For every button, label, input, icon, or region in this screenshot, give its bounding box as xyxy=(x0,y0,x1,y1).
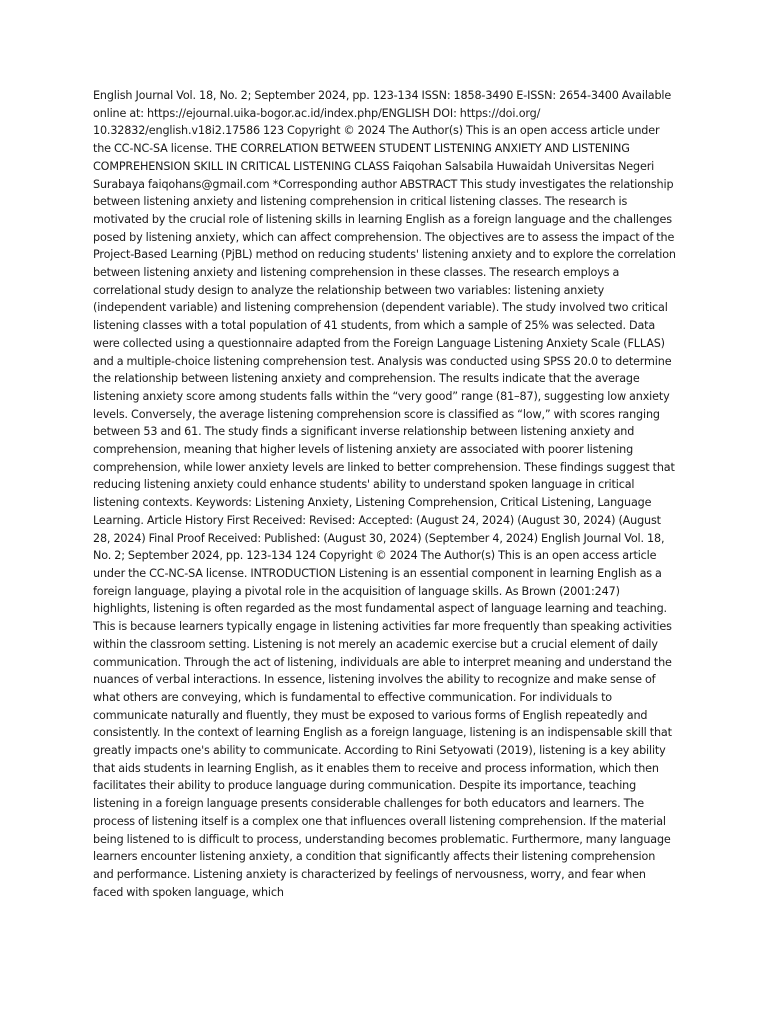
document-page xyxy=(93,87,677,901)
body-text: English Journal Vol. 18, No. 2; September 2024, pp. 123-134 ISSN: 1858-3490 E-ISSN: 2654-3400 Available online at: https://ejournal.uika-bogor.ac.id/index.php/ENGLISH DOI: https://doi.org/ 10.32832/english.v18i2.17586 123 Copyright © 2024 The Author(s) This is an open access article under the CC-NC-SA license. THE CORRELATION BETWEEN STUDENT LISTENING ANXIETY AND LISTENING COMPREHENSION SKILL IN CRITICAL LISTENING CLASS Faiqohan Salsabila Huwaidah Universitas Negeri Surabaya faiqohans@gmail.com *Corresponding author ABSTRACT This study investigates the relationship between listening anxiety and listening comprehension in critical listening classes. The research is motivated by the crucial role of listening skills in learning English as a foreign language and the challenges posed by listening anxiety, which can affect comprehension. The objectives are to assess the impact of the Project-Based Learning (PjBL) method on reducing students' listening anxiety and to explore the correlation between listening anxiety and listening comprehension in these classes. The research employs a correlational study design to analyze the relationship between two variables: listening anxiety (independent variable) and listening comprehension (dependent variable). The study involved two critical listening classes with a total population of 41 students, from which a sample of 25% was selected. Data were collected using a questionnaire adapted from the Foreign Language Listening Anxiety Scale (FLLAS) and a multiple-choice listening comprehension test. Analysis was conducted using SPSS 20.0 to determine the relationship between listening anxiety and comprehension. The results indicate that the average listening anxiety score among students falls within the “very good” range (81–87), suggesting low anxiety levels. Conversely, the average listening comprehension score is classified as “low,” with scores ranging between 53 and 61. The study finds a significant inverse relationship between listening anxiety and comprehension, meaning that higher levels of listening anxiety are associated with poorer listening comprehension, while lower anxiety levels are linked to better comprehension. These findings suggest that reducing listening anxiety could enhance students' ability to understand spoken language in critical listening contexts. Keywords: Listening Anxiety, Listening Comprehension, Critical Listening, Language Learning. Article History First Received: Revised: Accepted: (August 24, 2024) (August 30, 2024) (August 28, 2024) Final Proof Received: Published: (August 30, 2024) (September 4, 2024) English Journal Vol. 18, No. 2; September 2024, pp. 123-134 124 Copyright © 2024 The Author(s) This is an open access article under the CC-NC-SA license. INTRODUCTION Listening is an essential component in learning English as a foreign language, playing a pivotal role in the acquisition of language skills. As Brown (2001:247) highlights, listening is often regarded as the most fundamental aspect of language learning and teaching. This is because learners typically engage in listening activities far more frequently than speaking activities within the classroom setting. Listening is not merely an academic exercise but a crucial element of daily communication. Through the act of listening, individuals are able to interpret meaning and understand the nuances of verbal interactions. In essence, listening involves the ability to recognize and make sense of what others are conveying, which is fundamental to effective communication. For individuals to communicate naturally and fluently, they must be exposed to various forms of English repeatedly and consistently. In the context of learning English as a foreign language, listening is an indispensable skill that greatly impacts one's ability to communicate. According to Rini Setyowati (2019), listening is a key ability that aids students in learning English, as it enables them to receive and process information, which then facilitates their ability to produce language during communication. Despite its importance, teaching listening in a foreign language presents considerable challenges for both educators and learners. The process of listening itself is a complex one that influences overall listening comprehension. If the material being listened to is difficult to process, understanding becomes problematic. Furthermore, many language learners encounter listening anxiety, a condition that significantly affects their listening comprehension and performance. Listening anxiety is characterized by feelings of nervousness, worry, and fear when faced with spoken language, which xyxy=(93,89,676,899)
